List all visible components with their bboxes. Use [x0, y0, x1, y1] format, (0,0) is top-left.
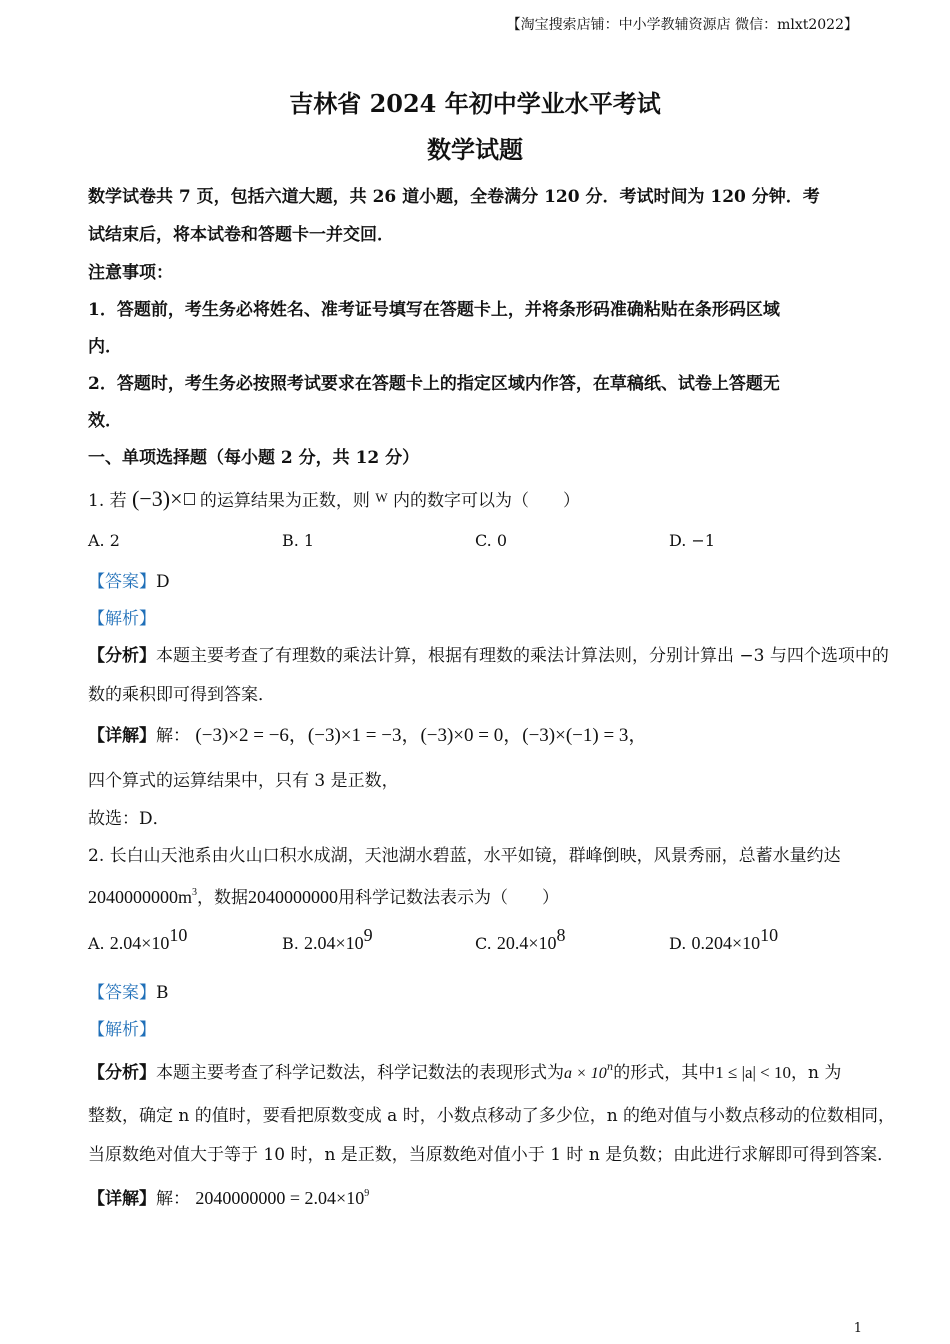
q1-option-d: D. −1 [669, 531, 716, 550]
q1-answer [88, 567, 170, 592]
q2-answer-label: 【答案】 [88, 983, 156, 1003]
q1-analysis-label: 【解析】 [88, 609, 156, 629]
page-number: 1 [853, 1321, 862, 1336]
q2-fenxi-line-1: 【分析】本题主要考查了科学记数法，科学记数法的表现形式为$a \times 10^n$的形式，其中1 ≤ |a| < 10，n 为 [88, 1062, 842, 1083]
q2-fenxi-label: 【分析】 [88, 1063, 156, 1083]
q2-fenxi-line-3: 当原数绝对值大于等于 10 时，n 是正数，当原数绝对值小于 1 时 n 是负数；由此进行求解即可得到答案． [88, 1145, 895, 1165]
q2-line2-end: 用科学记数法表示为（ ） [338, 888, 560, 908]
q2-option-c: C. $20.4\times 10^8$ [475, 925, 566, 953]
intro-line-2: 试结束后，将本试卷和答题卡一并交回． [88, 225, 394, 245]
q1-fenxi-line-2: 数的乘积即可得到答案． [88, 685, 275, 705]
page-title: 吉林省 2024 年初中学业水平考试 [289, 89, 661, 118]
q2-volume: $2040000000m^3$ [88, 887, 198, 907]
q1-fenxi-line-1 [88, 641, 889, 666]
q2-fenxi-condition: 1 ≤ |a| < 10 [715, 1063, 792, 1082]
section-1-heading: 一、单项选择题（每小题 2 分，共 12 分） [88, 448, 420, 468]
q1-detail-expression: (−3)×2 = −6，(−3)×1 = −3，(−3)×0 = 0，(−3)×(−1) = 3， [195, 725, 648, 746]
blank-box-icon [184, 493, 195, 505]
intro-line-1: 数学试卷共 7 页，包括六道大题，共 26 道小题，全卷满分 120 分．考试时间为 120 分钟．考 [88, 187, 820, 207]
q1-fenxi-label: 【分析】 [88, 646, 156, 666]
page-subtitle: 数学试题 [427, 135, 523, 164]
q1-option-b: B. 1 [282, 531, 315, 550]
question-1-stem [88, 486, 580, 512]
question-1-text-end: 内的数字可以为（ ） [393, 491, 580, 511]
q1-answer-label: 【答案】 [88, 572, 156, 592]
question-2-line-2 [88, 883, 559, 908]
question-1-w: W [375, 490, 388, 505]
q1-answer-value: D [156, 572, 170, 592]
q2-detail-expression: $2040000000 = 2.04\times 10^9$ [195, 1188, 370, 1208]
q2-number: 2040000000 [248, 887, 339, 907]
header-note: 【淘宝搜索店铺：中小学教辅资源店 微信：mlxt2022】 [506, 17, 858, 33]
q1-detail-label: 【详解】 [88, 726, 156, 746]
notice-2-line-2: 效． [88, 411, 122, 431]
question-2-line-1: 2. 长白山天池系由火山口积水成湖，天池湖水碧蓝，水平如镜，群峰倒映，风景秀丽，总蓄水量约达 [88, 846, 841, 866]
q1-detail-line-2: 四个算式的运算结果中，只有 3 是正数， [88, 771, 399, 791]
notice-1-line-2: 内． [88, 337, 122, 357]
q2-line2-mid: ，数据 [197, 888, 249, 908]
question-1-expression: (−3)× [132, 486, 183, 511]
q1-detail [88, 720, 647, 747]
q1-choose: 故选：D． [88, 809, 170, 829]
q1-detail-prefix: 解： [156, 726, 190, 746]
notice-2-line-1: 2．答题时，考生务必按照考试要求在答题卡上的指定区域内作答，在草稿纸、试卷上答题无 [88, 374, 780, 394]
question-1-text-mid: 的运算结果为正数，则 [199, 491, 370, 511]
q2-fenxi-line-2: 整数，确定 n 的值时，要看把原数变成 a 时，小数点移动了多少位，n 的绝对值与小数点移动的位数相同， [88, 1106, 896, 1126]
q2-answer-value: B [156, 983, 169, 1003]
notice-heading: 注意事项： [88, 263, 173, 283]
q2-option-d: D. $0.204\times 10^{10}$ [669, 925, 779, 953]
q2-detail-label: 【详解】 [88, 1189, 156, 1209]
q1-option-a: A. 2 [88, 531, 120, 550]
q2-answer [88, 978, 169, 1003]
q2-fenxi-form: a × 10 [564, 1065, 607, 1082]
q2-detail: 【详解】解： $2040000000 = 2.04\times 10^9$ [88, 1188, 370, 1209]
notice-1-line-1: 1．答题前，考生务必将姓名、准考证号填写在答题卡上，并将条形码准确粘贴在条形码区域 [88, 300, 780, 320]
q2-option-a: A. $2.04\times 10^{10}$ [88, 925, 188, 953]
q2-option-b: B. $2.04\times 10^9$ [282, 925, 373, 953]
q2-analysis-label: 【解析】 [88, 1020, 156, 1040]
q1-fenxi-text: 本题主要考查了有理数的乘法计算，根据有理数的乘法计算法则，分别计算出 −3 与四个选项中的 [156, 646, 889, 666]
question-1-number: 1. 若 [88, 491, 127, 511]
q1-option-c: C. 0 [475, 531, 508, 550]
